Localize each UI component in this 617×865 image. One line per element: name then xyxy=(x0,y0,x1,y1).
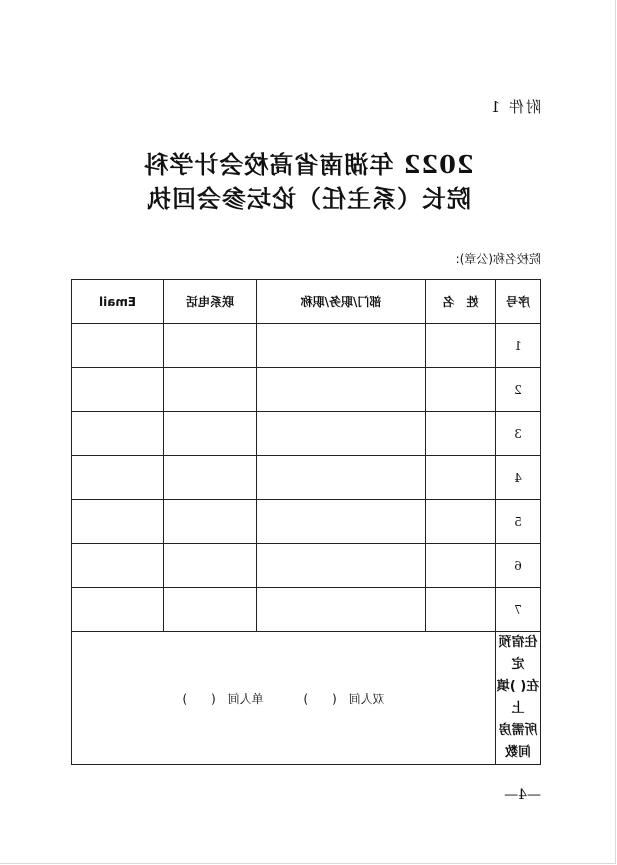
row-index: 1 xyxy=(496,324,541,368)
email-cell[interactable] xyxy=(72,368,164,412)
header-email: Email xyxy=(72,280,164,324)
name-cell[interactable] xyxy=(426,368,496,412)
row-index: 4 xyxy=(496,456,541,500)
name-cell[interactable] xyxy=(426,500,496,544)
single-room-count[interactable]: ( ) xyxy=(182,691,216,706)
lodging-label-line-1: 住宿预定 xyxy=(498,635,538,672)
phone-cell[interactable] xyxy=(164,456,257,500)
page-number: —4— xyxy=(504,787,541,803)
name-cell[interactable] xyxy=(426,544,496,588)
school-name-label: 院校名称(公章): xyxy=(455,252,541,266)
phone-cell[interactable] xyxy=(164,324,257,368)
row-index: 3 xyxy=(496,412,541,456)
double-room-count[interactable]: ( ) xyxy=(303,691,337,706)
header-phone: 联系电话 xyxy=(164,280,257,324)
email-cell[interactable] xyxy=(72,588,164,632)
email-cell[interactable] xyxy=(72,544,164,588)
table-row xyxy=(72,588,541,632)
title-line-1: 2022 年湖南省高校会计学科 xyxy=(143,150,474,179)
table-row xyxy=(72,456,541,500)
table-row xyxy=(72,324,541,368)
email-cell[interactable] xyxy=(72,456,164,500)
header-dept: 部门/职务/职称 xyxy=(257,280,426,324)
lodging-label-line-2: 在( )填上 xyxy=(496,679,540,716)
table-row xyxy=(72,500,541,544)
document-title xyxy=(0,148,617,216)
room-options xyxy=(72,690,495,707)
table-row xyxy=(72,544,541,588)
header-index: 序号 xyxy=(496,280,541,324)
email-cell[interactable] xyxy=(72,412,164,456)
phone-cell[interactable] xyxy=(164,500,257,544)
dept-cell[interactable] xyxy=(257,324,426,368)
single-room-option[interactable] xyxy=(182,690,263,707)
name-cell[interactable] xyxy=(426,588,496,632)
name-cell[interactable] xyxy=(426,324,496,368)
row-index: 5 xyxy=(496,500,541,544)
table-header-row xyxy=(72,280,541,324)
attachment-label: 附件 1 xyxy=(488,98,541,116)
dept-cell[interactable] xyxy=(257,456,426,500)
row-index: 6 xyxy=(496,544,541,588)
title-line-2: 院长（系主任）论坛参会回执 xyxy=(146,184,471,213)
room-options-cell xyxy=(72,632,496,765)
name-cell[interactable] xyxy=(426,412,496,456)
header-name: 姓 名 xyxy=(426,280,496,324)
dept-cell[interactable] xyxy=(257,544,426,588)
single-room-label: 单人间 xyxy=(227,691,264,706)
row-index: 7 xyxy=(496,588,541,632)
registration-table xyxy=(71,279,541,765)
table-row xyxy=(72,412,541,456)
name-cell[interactable] xyxy=(426,456,496,500)
lodging-label xyxy=(496,632,540,764)
phone-cell[interactable] xyxy=(164,588,257,632)
email-cell[interactable] xyxy=(72,500,164,544)
double-room-option[interactable] xyxy=(303,690,384,707)
lodging-row xyxy=(72,632,541,765)
phone-cell[interactable] xyxy=(164,412,257,456)
row-index: 2 xyxy=(496,368,541,412)
table-row xyxy=(72,368,541,412)
phone-cell[interactable] xyxy=(164,368,257,412)
phone-cell[interactable] xyxy=(164,544,257,588)
lodging-label-cell xyxy=(496,632,541,765)
dept-cell[interactable] xyxy=(257,588,426,632)
double-room-label: 双人间 xyxy=(348,691,385,706)
dept-cell[interactable] xyxy=(257,412,426,456)
dept-cell[interactable] xyxy=(257,500,426,544)
email-cell[interactable] xyxy=(72,324,164,368)
dept-cell[interactable] xyxy=(257,368,426,412)
lodging-label-line-3: 所需房间数 xyxy=(498,723,538,760)
